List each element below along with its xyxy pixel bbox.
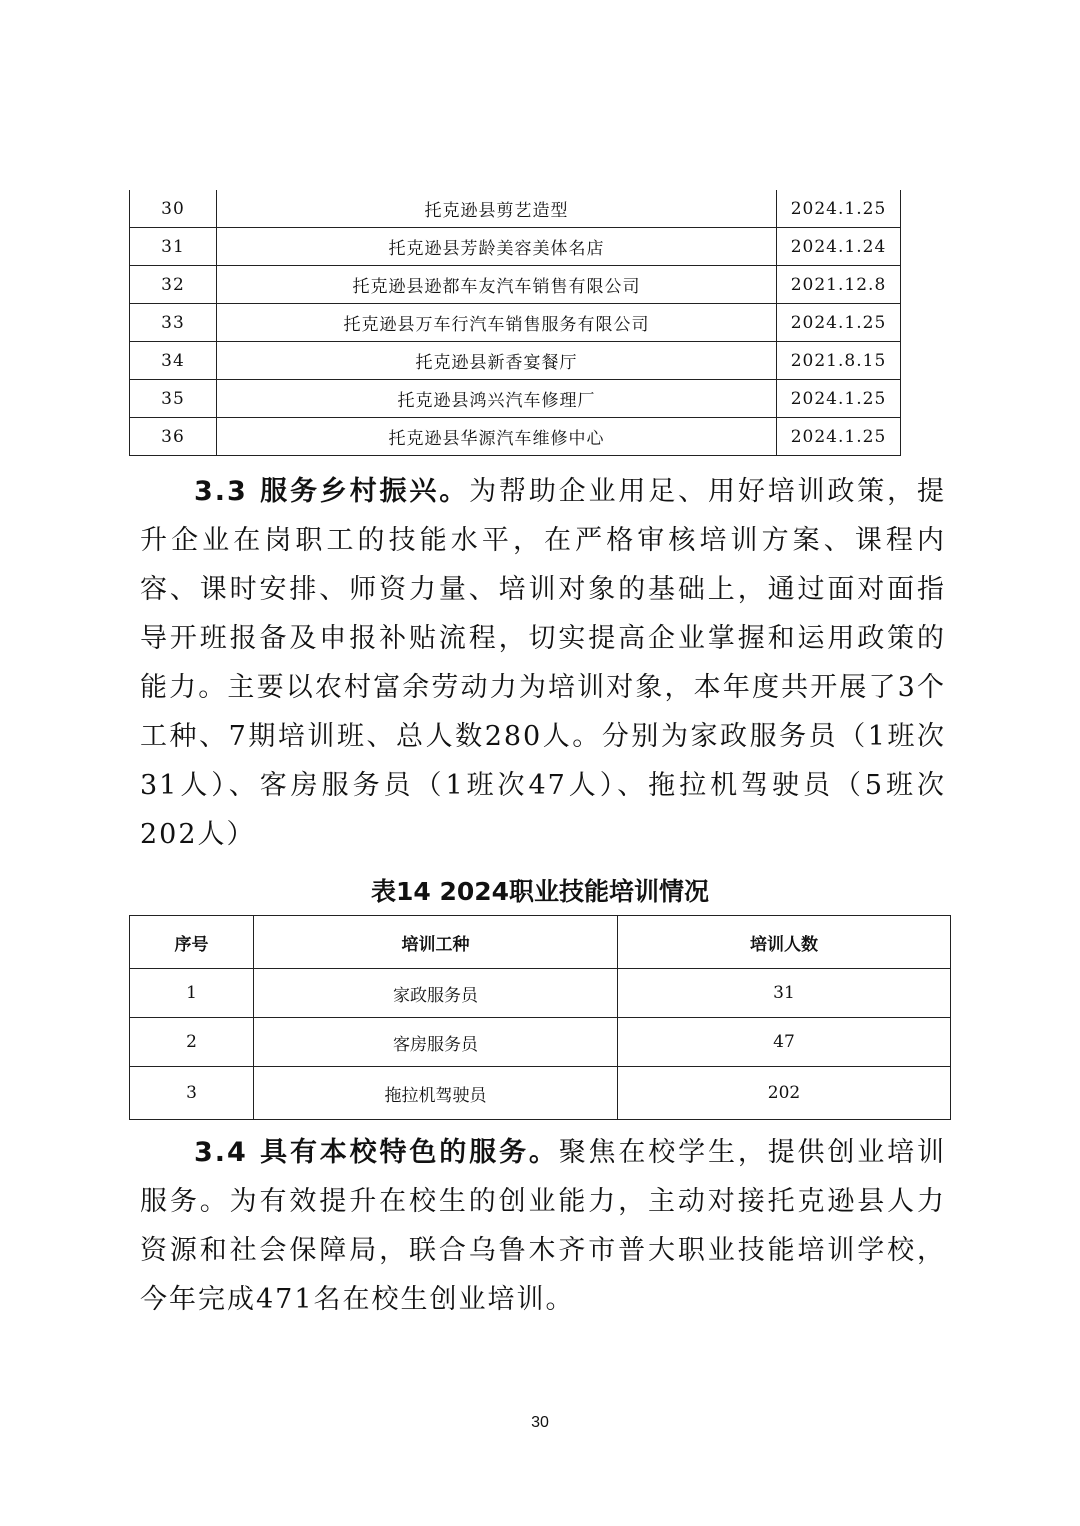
enterprise-name: 托克逊县剪艺造型 [217,190,777,228]
row-number: 32 [130,266,217,304]
training-type: 客房服务员 [254,1018,618,1067]
row-number: 3 [130,1067,254,1120]
training-table [129,915,951,1120]
row-date: 2024.1.24 [777,228,901,266]
table-row [130,380,901,418]
row-date: 2021.12.8 [777,266,901,304]
row-date: 2024.1.25 [777,304,901,342]
section-3-4-paragraph [140,1128,946,1324]
row-date: 2021.8.15 [777,342,901,380]
enterprise-name: 托克逊县华源汽车维修中心 [217,418,777,456]
table-row [130,190,901,228]
section-3-3-paragraph [140,467,946,859]
row-number: 1 [130,969,254,1018]
section-3-4-heading: 3.4 具有本校特色的服务。 [194,1137,559,1168]
row-number: 35 [130,380,217,418]
table-row [130,1067,951,1120]
row-number: 36 [130,418,217,456]
enterprise-name: 托克逊县逊都车友汽车销售有限公司 [217,266,777,304]
training-count: 47 [618,1018,951,1067]
header-training-count: 培训人数 [618,916,951,969]
table-14-caption: 表14 2024职业技能培训情况 [370,877,710,906]
training-count: 202 [618,1067,951,1120]
enterprise-name: 托克逊县鸿兴汽车修理厂 [217,380,777,418]
table-row [130,418,901,456]
section-3-3-heading: 3.3 服务乡村振兴。 [194,476,470,507]
header-number: 序号 [130,916,254,969]
row-date: 2024.1.25 [777,380,901,418]
training-count: 31 [618,969,951,1018]
row-number: 34 [130,342,217,380]
table-row [130,266,901,304]
row-number: 2 [130,1018,254,1067]
section-3-3-body: 为帮助企业用足、用好培训政策，提升企业在岗职工的技能水平，在严格审核培训方案、课程内容、课时安排、师资力量、培训对象的基础上，通过面对面指导开班报备及申报补贴流程，切实提高企业掌握和运用政策的能力。主要以农村富余劳动力为培训对象，本年度共开展了3个工种、7期培训班、总人数280人。分别为家政服务员（1班次31人）、客房服务员（1班次47人）、拖拉机驾驶员（5班次202人） [140,476,946,850]
enterprise-table [129,190,901,456]
table-row [130,304,901,342]
section-3-4-body: 聚焦在校学生，提供创业培训服务。为有效提升在校生的创业能力，主动对接托克逊县人力资源和社会保障局，联合乌鲁木齐市普大职业技能培训学校，今年完成471名在校生创业培训。 [140,1137,946,1315]
table-row [130,1018,951,1067]
row-number: 31 [130,228,217,266]
row-date: 2024.1.25 [777,190,901,228]
enterprise-name: 托克逊县万车行汽车销售服务有限公司 [217,304,777,342]
table-row [130,342,901,380]
table-header-row [130,916,951,969]
training-type: 拖拉机驾驶员 [254,1067,618,1120]
table-row [130,969,951,1018]
enterprise-name: 托克逊县芳龄美容美体名店 [217,228,777,266]
row-number: 33 [130,304,217,342]
training-type: 家政服务员 [254,969,618,1018]
table-row [130,228,901,266]
row-date: 2024.1.25 [777,418,901,456]
row-number: 30 [130,190,217,228]
header-training-type: 培训工种 [254,916,618,969]
enterprise-name: 托克逊县新香宴餐厅 [217,342,777,380]
page-number: 30 [531,1414,549,1431]
